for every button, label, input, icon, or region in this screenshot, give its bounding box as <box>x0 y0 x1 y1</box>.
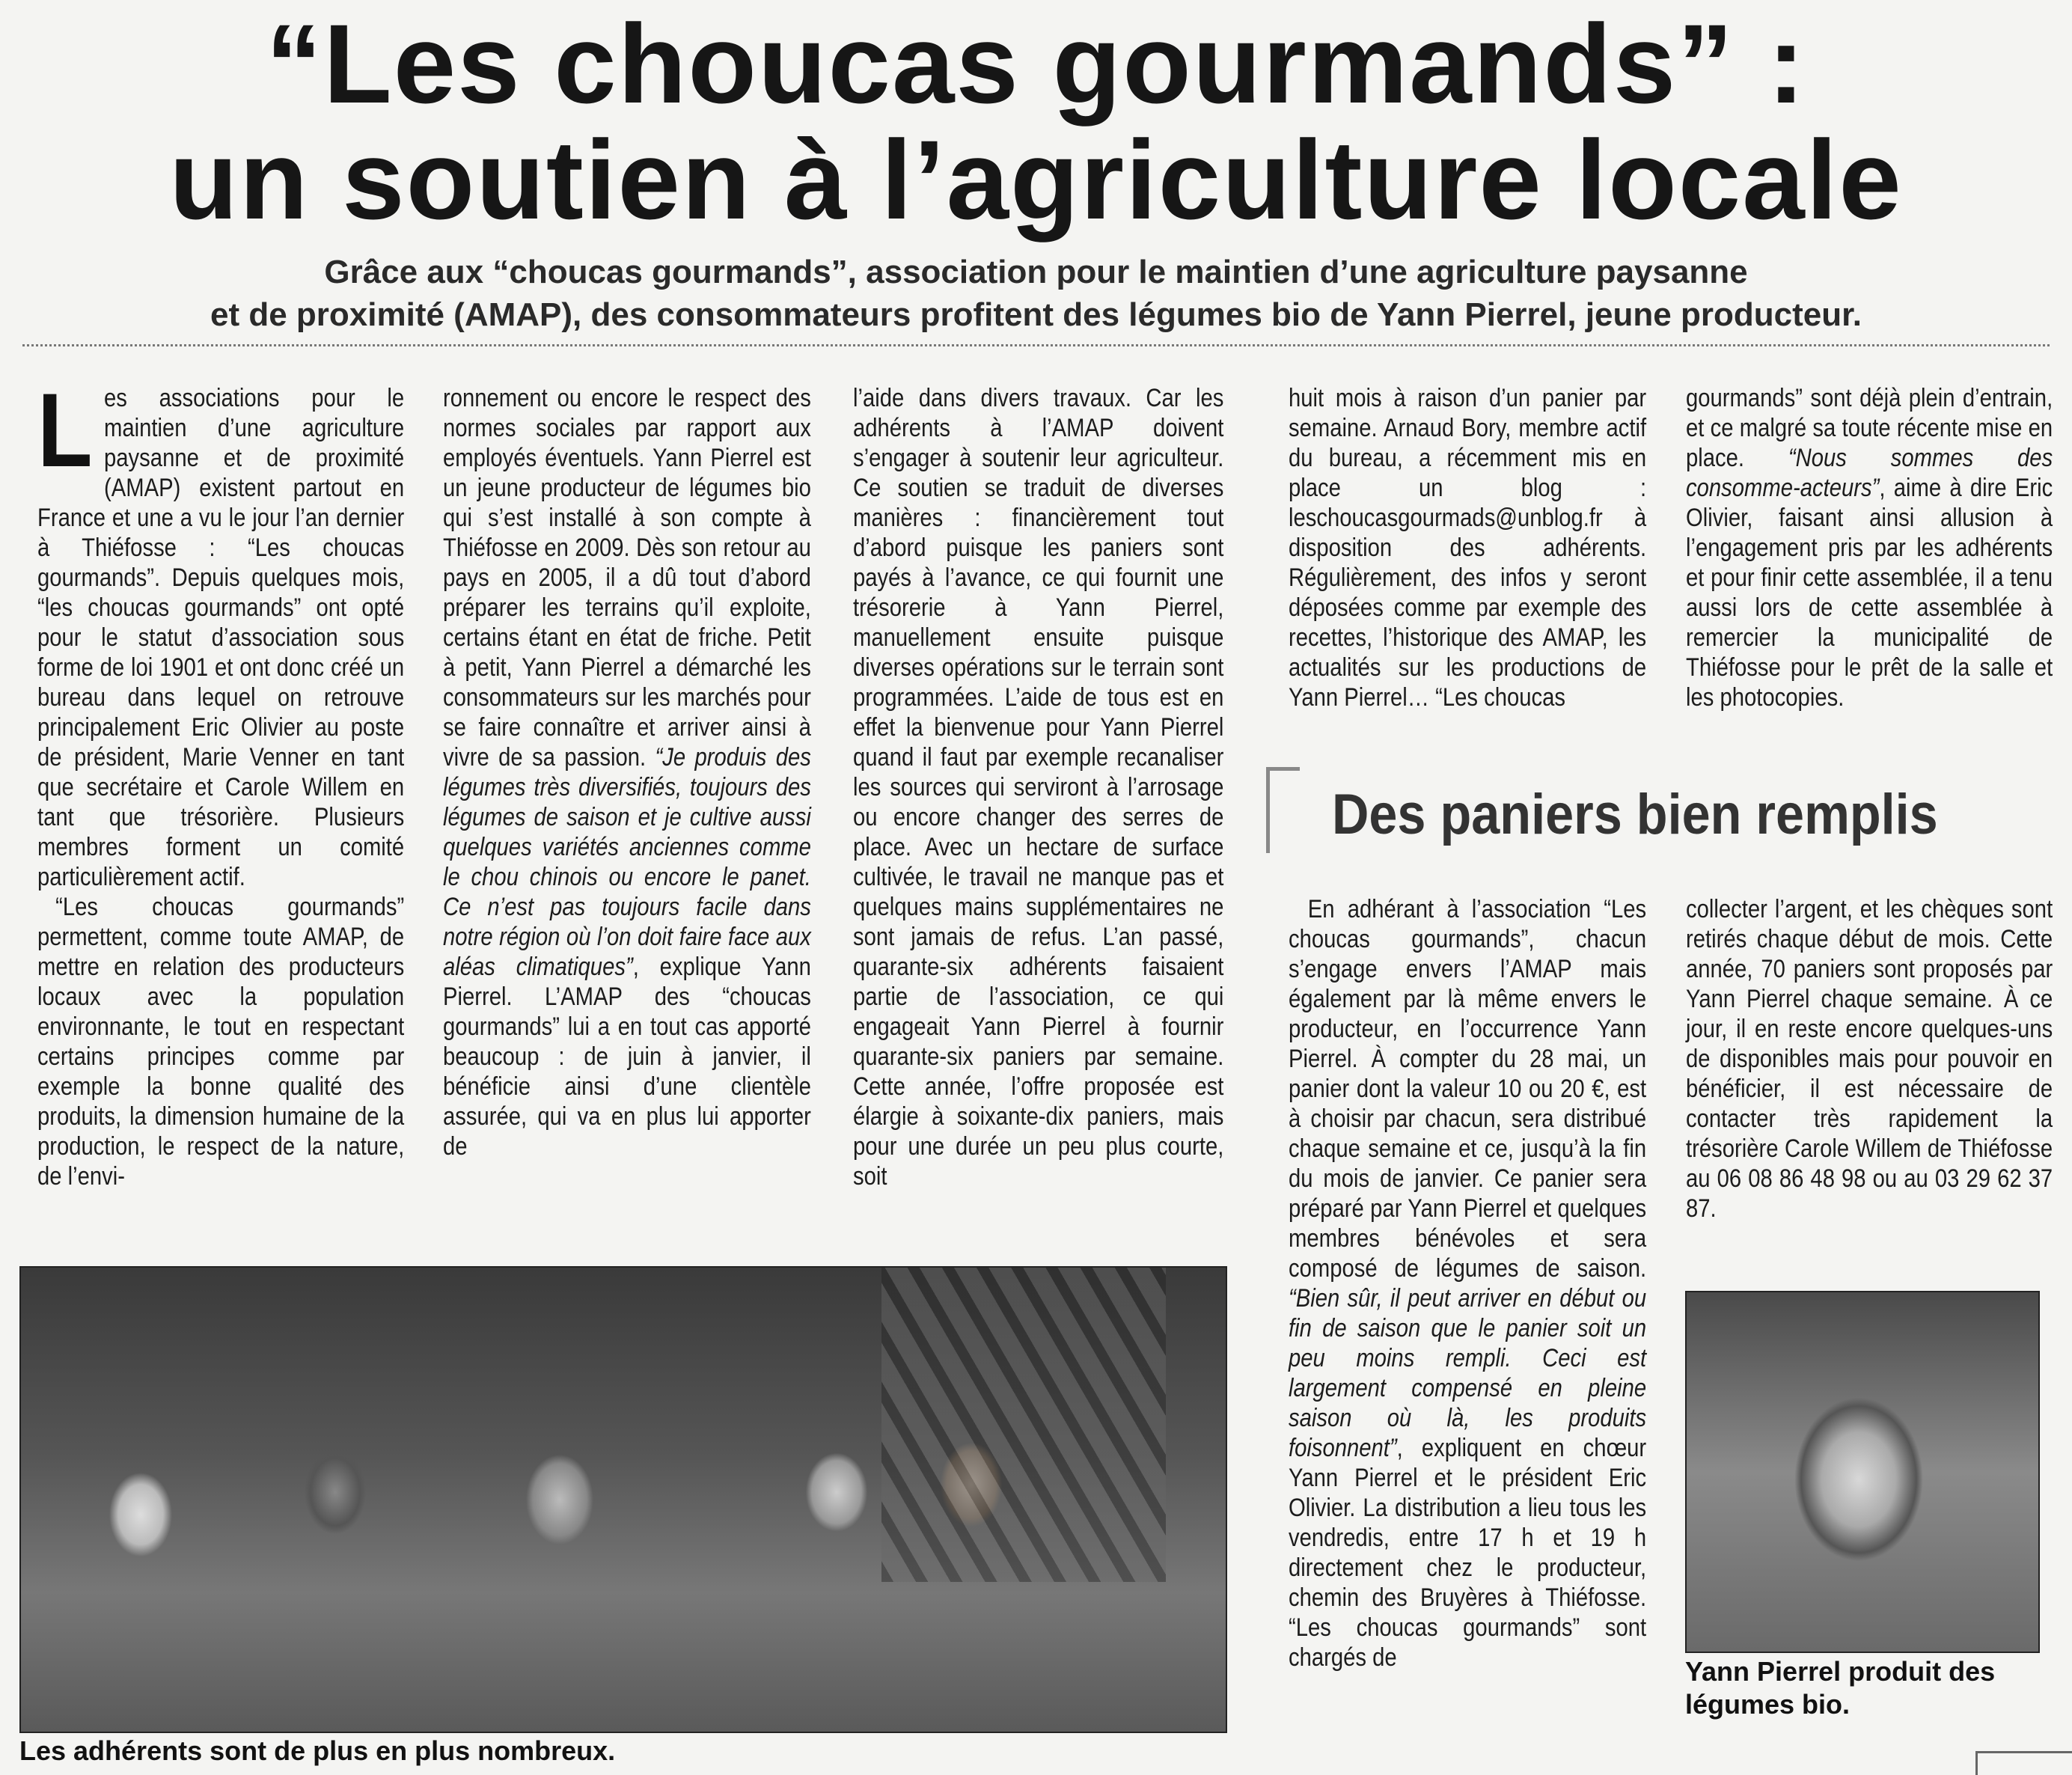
body-text: “Les choucas gourmands” permettent, comme toute AMAP, de mettre en relation des producteurs locaux avec la population environnante, le tout en respectant certains principes comme par exemple la bonne qualité des produits, la dimension humaine de la production, le respect de la nature, de l’envi- <box>37 893 405 1191</box>
body-text: collecter l’argent, et les chèques sont retirés chaque début de mois. Cette année, 70 paniers sont proposés par Yann Pierrel chaque semaine. À ce jour, il en reste encore quelques-uns de disponibles mais pour pouvoir en bénéficier, il est nécessaire de contacter très rapidement la trésorière Carole Willem de Thiéfosse au 06 08 86 48 98 ou au 03 29 62 37 87. <box>1686 895 2053 1223</box>
paragraph <box>1289 383 1646 712</box>
headline-line-2: un soutien à l’agriculture locale <box>169 117 1903 242</box>
article-column-5 <box>1686 383 2053 712</box>
paragraph <box>1686 383 2053 712</box>
body-text: huit mois à raison d’un panier par semaine. Arnaud Bory, membre actif du bureau, a récemment mis en place un blog : leschoucasgourmads@unblog.fr à disposition des adhérents. Régulièrement, des infos y seront déposées comme par exemple des recettes, l’historique des AMAP, les actualités sur les productions de Yann Pierrel… “Les choucas <box>1289 384 1647 712</box>
sidebar-column-2 <box>1686 894 2053 1223</box>
quote-text: “Bien sûr, il peut arriver en début ou fin de saison que le panier soit un peu moins rempli. Ceci est largement compensé en pleine saison où là, les produits foisonnent” <box>1289 1284 1647 1462</box>
paragraph <box>37 892 404 1191</box>
paragraph <box>443 383 811 1161</box>
sidebar-column-1 <box>1289 894 1646 1672</box>
article-column-1 <box>37 371 405 1191</box>
article-column-4 <box>1289 383 1646 712</box>
standfirst-line-2: et de proximité (AMAP), des consommateurs profitent des légumes bio de Yann Pierrel, jeune producteur. <box>210 296 1862 333</box>
body-text: , explique Yann Pierrel. L’AMAP des “choucas gourmands” lui a en tout cas apporté beaucoup : de juin à janvier, il bénéficie ainsi d’une clientèle assurée, qui va en plus lui apporter de <box>443 953 811 1161</box>
article-column-3 <box>853 383 1223 1191</box>
portrait-photo-caption: Yann Pierrel produit des légumes bio. <box>1685 1656 1996 1720</box>
subheading: Des paniers bien remplis <box>1332 783 1938 846</box>
quote-text: “Je produis des légumes très diversifiés, toujours des légumes de saison et je cultive aussi quelques variétés anciennes comme le chou chinois ou encore le panet. Ce n’est pas toujours facile dans notre région où l’on doit faire face aux aléas climatiques” <box>443 743 811 981</box>
audience-photo-caption: Les adhérents sont de plus en plus nombreux. <box>19 1735 616 1766</box>
article-column-2 <box>443 383 811 1161</box>
body-text: , expliquent en chœur Yann Pierrel et le président Eric Olivier. La distribution a lieu tous les vendredis, entre 17 h et 19 h directement chez le producteur, chemin des Bruyères à Thiéfosse. “Les choucas gourmands” sont chargés de <box>1289 1434 1647 1672</box>
divider <box>22 344 2050 346</box>
quote-text: “Nous sommes des consomme-acteurs” <box>1686 444 2053 502</box>
paragraph <box>1686 894 2053 1223</box>
body-text: En adhérant à l’association “Les choucas gourmands”, chacun s’engage envers l’AMAP mais également par là même envers le producteur, en l’occurrence Yann Pierrel. À compter du 28 mai, un panier dont la valeur 10 ou 20 €, est à choisir par chacun, sera distribué chaque semaine et ce, jusqu’à la fin du mois de janvier. Ce panier sera préparé par Yann Pierrel et quelques membres bénévoles et sera composé de légumes de saison. <box>1289 895 1647 1283</box>
page-corner-mark <box>1975 1751 2072 1775</box>
audience-photo <box>19 1266 1227 1733</box>
body-text: , aime à dire Eric Olivier, faisant ainsi allusion à l’engagement pris par les adhérents et pour finir cette assemblée, il a tenu aussi lors de cette assemblée à remercier la municipalité de Thiéfosse pour le prêt de la salle et les photocopies. <box>1686 474 2053 712</box>
photo-ladder-detail <box>881 1268 1166 1582</box>
body-text: es associations pour le maintien d’une agriculture paysanne et de proximité (AMAP) existent partout en France et une a vu le jour l’an dernier à Thiéfosse : “Les choucas gourmands”. Depuis quelques mois, “les choucas gourmands” ont opté pour le statut d’association sous forme de loi 1901 et ont donc créé un bureau dans lequel on retrouve principalement Eric Olivier au poste de président, Marie Venner en tant que secrétaire et Carole Willem en tant que trésorière. Plusieurs membres forment un comité particulièrement actif. <box>37 384 405 891</box>
body-text: gourmands” sont déjà plein d’entrain, et ce malgré sa toute récente mise en place. <box>1686 384 2053 472</box>
body-text: ronnement ou encore le respect des normes sociales par rapport aux employés éventuels. Yann Pierrel est un jeune producteur de légumes bio qui s’est installé à son compte à Thiéfosse en 2009. Dès son retour au pays en 2005, il a dû tout d’abord préparer les terrains qu’il exploite, certains étant en état de friche. Petit à petit, Yann Pierrel a démarché les consommateurs sur les marchés pour se faire connaître et arriver ainsi à vivre de sa passion. <box>443 384 811 772</box>
drop-cap: L <box>37 371 93 489</box>
headline-line-1: “Les choucas gourmands” : <box>266 1 1806 126</box>
portrait-photo <box>1685 1291 2040 1653</box>
body-text: l’aide dans divers travaux. Car les adhérents à l’AMAP doivent s’engager à soutenir leur agriculteur. Ce soutien se traduit de diverses manières : financièrement tout d’abord puisque les paniers sont payés à l’avance, ce qui fournit une trésorerie à Yann Pierrel, manuellement ensuite puisque diverses opérations sur le terrain sont programmées. L’aide de tous est en effet la bienvenue pour Yann Pierrel quand il faut par exemple recanaliser les sources qui serviront à l’arrosage ou encore changer des serres de place. Avec un hectare de surface cultivée, le travail ne manque pas et quelques mains supplémentaires ne sont jamais de refus. L’an passé, quarante-six adhérents faisaient partie de l’association, ce qui engageait Yann Pierrel à fournir quarante-six paniers par semaine. Cette année, l’offre proposée est élargie à soixante-dix paniers, mais pour une durée un peu plus courte, soit <box>853 384 1224 1191</box>
paragraph <box>1289 894 1646 1672</box>
subheading-bracket <box>1266 767 1300 853</box>
paragraph <box>853 383 1223 1191</box>
standfirst-line-1: Grâce aux “choucas gourmands”, association pour le maintien d’une agriculture paysanne <box>324 254 1748 290</box>
